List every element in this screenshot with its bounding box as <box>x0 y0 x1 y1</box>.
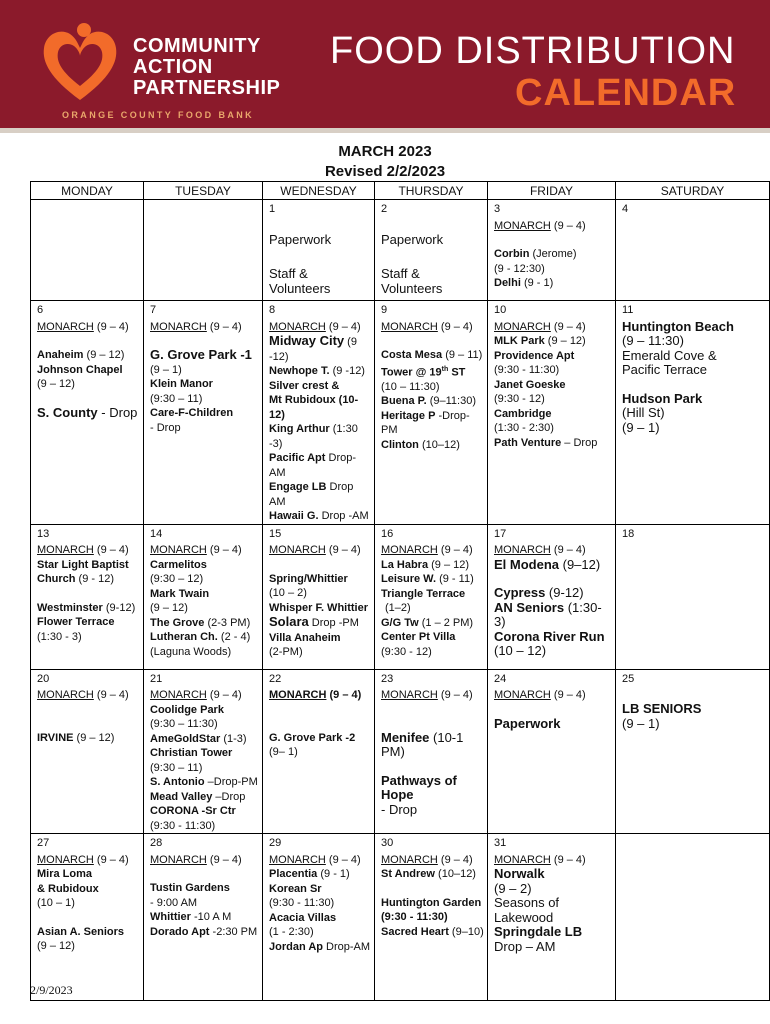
day-number: 23 <box>381 672 394 685</box>
entry: Center Pt Villa <box>381 631 456 643</box>
day-cell <box>488 524 616 669</box>
entry-time: – Drop <box>561 436 598 449</box>
day-header: SATURDAY <box>616 182 770 200</box>
entry: Leisure W. <box>381 573 437 585</box>
entry-time: (9 – 4) <box>93 544 129 556</box>
entry-time: (9-12) <box>102 601 136 614</box>
entry-time: (9:30 – 11:30) <box>150 718 218 730</box>
entry: Church <box>37 573 76 585</box>
entry: S. Antonio <box>150 776 205 788</box>
entry: El Modena <box>494 556 560 572</box>
entry-time: (9 – 4) <box>325 853 361 866</box>
entry: Staff & Volunteers <box>381 266 443 296</box>
day-number: 8 <box>269 304 276 316</box>
entry: Solara <box>269 614 309 629</box>
entry: Cypress <box>494 585 546 600</box>
day-cell <box>375 669 488 834</box>
entry-time: (9 – 4) <box>93 853 129 866</box>
entry: MONARCH <box>269 689 327 701</box>
day-number: 13 <box>37 527 50 540</box>
day-number: 30 <box>381 837 394 849</box>
entry: Staff & Volunteers <box>269 266 331 296</box>
entry-time: (9 – 11:30) <box>622 333 684 348</box>
entry: G/G Tw <box>381 616 419 629</box>
entry: Coolidge Park <box>150 703 224 716</box>
day-cell <box>488 669 616 834</box>
day-number: 10 <box>494 304 507 316</box>
entry: Huntington Garden <box>381 896 482 909</box>
day-number: 14 <box>150 527 163 540</box>
entry: MONARCH <box>269 320 326 333</box>
day-cell <box>263 834 375 1001</box>
entry-time: (9–10) <box>448 925 484 938</box>
day-number: 16 <box>381 527 394 540</box>
footer-date: 2/9/2023 <box>30 983 73 997</box>
entry: Paperwork <box>494 715 561 731</box>
entry-time: –Drop <box>212 790 246 803</box>
day-number: 27 <box>37 837 50 849</box>
entry-time: (10–12) <box>418 438 460 451</box>
entry: Pacific Terrace <box>622 362 708 377</box>
entry: MONARCH <box>150 544 207 556</box>
entry-time: (9– 1) <box>269 746 298 758</box>
day-header: FRIDAY <box>488 182 616 200</box>
entry: Path Venture <box>494 436 562 449</box>
entry-time: (10 – 1) <box>37 897 75 909</box>
entry: Jordan Ap <box>269 940 323 953</box>
day-cell <box>144 524 263 669</box>
entry-time: (9 -12) <box>329 365 365 377</box>
entry: Mt Rubidoux (10-12) <box>269 394 359 421</box>
org-line-2: ACTION <box>133 56 213 78</box>
day-header: TUESDAY <box>144 182 263 200</box>
entry: MONARCH <box>37 689 94 701</box>
entry: Buena P. <box>381 395 427 408</box>
entry: Asian A. Seniors <box>37 925 125 938</box>
entry: Dorado Apt <box>150 925 210 938</box>
entry: Midway City <box>269 333 345 348</box>
entry-time: (9 - 1) <box>317 868 350 880</box>
entry: MONARCH <box>494 544 551 556</box>
week-row <box>31 669 770 834</box>
entry: The Grove <box>150 616 205 629</box>
day-number: 3 <box>494 203 501 215</box>
entry: Westminster <box>37 601 103 614</box>
entry-time: (9 – 12) <box>83 349 125 361</box>
entry: Carmelitos <box>150 558 207 571</box>
superscript: th <box>441 365 449 373</box>
entry-time: (1:30 - 2:30) <box>494 422 554 434</box>
entry: Spring/Whittier <box>269 572 348 585</box>
entry-time: (9 – 4) <box>437 320 473 333</box>
entry-time: (2 - 4) <box>217 631 251 643</box>
entry: Janet Goeske <box>494 378 566 391</box>
day-number: 2 <box>381 203 388 215</box>
entry-time: (9 – 1) <box>150 363 182 376</box>
day-cell <box>31 301 144 525</box>
entry-time: (9 – 4) <box>206 544 242 556</box>
day-cell <box>616 524 770 669</box>
day-number: 29 <box>269 837 282 849</box>
entry: & Rubidoux <box>37 882 99 895</box>
entry: Silver crest & <box>269 379 340 392</box>
entry-time: (1:30 - 3) <box>37 630 82 643</box>
entry-time: (9 - 12:30) <box>494 262 545 275</box>
day-cell <box>263 669 375 834</box>
day-cell <box>263 200 375 301</box>
entry: Cambridge <box>494 407 552 420</box>
entry-time: Drop -PM <box>308 617 359 629</box>
day-header-row <box>31 182 770 200</box>
entry: (Laguna Woods) <box>150 645 232 658</box>
entry: LB SENIORS <box>622 701 702 716</box>
entry: Engage LB <box>269 481 327 493</box>
entry: La Habra <box>381 558 429 571</box>
entry-time: (9 – 4) <box>325 320 361 333</box>
entry: Paperwork <box>269 231 332 247</box>
entry-time: (10 – 12) <box>494 643 547 658</box>
day-header: WEDNESDAY <box>263 182 375 200</box>
entry: MONARCH <box>381 853 438 866</box>
entry: AmeGoldStar <box>150 732 221 745</box>
entry: Anaheim <box>37 349 84 361</box>
entry: MONARCH <box>37 320 94 333</box>
entry-time: (9:30 - 11:30) <box>269 897 335 909</box>
entry: Mark Twain <box>150 587 210 600</box>
day-cell <box>31 669 144 834</box>
org-line-1: COMMUNITY <box>133 35 261 57</box>
entry-time: (10-1 PM) <box>381 729 464 759</box>
day-cell <box>616 669 770 834</box>
calendar-table <box>30 181 770 1001</box>
entry: Corona River Run <box>494 628 605 644</box>
entry-time: - Drop <box>97 404 138 420</box>
entry: Klein Manor <box>150 378 213 390</box>
day-number: 9 <box>381 304 388 316</box>
entry: MONARCH <box>381 544 438 556</box>
day-cell <box>488 834 616 1001</box>
entry-time: (9 – 4) <box>550 219 586 232</box>
entry-time: -2:30 PM <box>209 925 258 938</box>
entry-time: (1–2) <box>385 602 411 614</box>
entry-time: (9:30 - 12) <box>381 645 432 658</box>
entry-time: (10–12) <box>435 868 476 880</box>
entry: Norwalk <box>494 866 545 881</box>
week-row <box>31 834 770 1001</box>
entry: Paperwork <box>381 231 444 247</box>
entry: Seasons of Lakewood <box>494 895 560 925</box>
day-cell <box>375 524 488 669</box>
entry: Clinton <box>381 438 419 451</box>
entry-time: (9 – 4) <box>550 544 586 556</box>
entry: Placentia <box>269 868 318 880</box>
day-cell <box>375 301 488 525</box>
entry: Newhope T. <box>269 365 330 377</box>
week-row <box>31 524 770 669</box>
entry-time: (9 – 4) <box>326 689 362 701</box>
entry-time: (10 – 2) <box>269 587 307 599</box>
entry: St Andrew <box>381 868 435 880</box>
entry: Pacific Apt <box>269 452 326 464</box>
entry-time: (9 – 11) <box>442 349 483 361</box>
day-cell <box>488 301 616 525</box>
month-heading <box>0 142 770 182</box>
entry: Sacred Heart <box>381 925 449 938</box>
entry-time: (9:30 – 12) <box>150 573 204 585</box>
banner-stripe <box>0 128 770 133</box>
entry-time: (1:30-3) <box>494 599 602 629</box>
entry: MONARCH <box>150 853 207 866</box>
entry-time: (9 – 2) <box>494 880 532 896</box>
day-number: 1 <box>269 203 276 215</box>
entry-time: (9 – 1) <box>622 419 660 435</box>
entry-time: (9 – 12) <box>544 335 586 347</box>
entry: MONARCH <box>381 320 438 333</box>
revised-date: Revised 2/2/2023 <box>324 163 446 180</box>
day-cell <box>31 200 144 301</box>
title-food-distribution: FOOD DISTRIBUTION <box>330 30 736 72</box>
entry-time: (9 – 12) <box>150 602 188 614</box>
day-cell <box>488 200 616 301</box>
entry-time: (9:30 - 11:30) <box>381 911 448 923</box>
entry: Hawaii G. <box>269 510 319 522</box>
entry: Hudson Park <box>622 390 703 406</box>
entry-time: Drop – AM <box>494 938 556 954</box>
day-cell <box>144 301 263 525</box>
day-number: 22 <box>269 672 282 685</box>
entry: (Hill St) <box>622 405 665 420</box>
day-cell <box>31 524 144 669</box>
day-cell <box>263 524 375 669</box>
entry: MONARCH <box>494 320 551 333</box>
entry: Heritage P <box>381 409 436 422</box>
day-cell <box>144 834 263 1001</box>
day-number: 24 <box>494 672 507 685</box>
day-number: 21 <box>150 672 163 685</box>
entry: G. Grove Park -2 <box>269 731 356 744</box>
entry-time: (9 - 11) <box>436 573 474 585</box>
entry: Triangle Terrace <box>381 587 466 600</box>
entry-time: (9–12) <box>559 556 601 572</box>
entry: Flower Terrace <box>37 616 115 628</box>
entry: Star Light Baptist <box>37 558 129 571</box>
day-number: 17 <box>494 527 507 540</box>
entry: Mira Loma <box>37 868 93 880</box>
entry-time: (9 – 4) <box>206 853 242 866</box>
entry: MONARCH <box>494 853 551 866</box>
entry: MONARCH <box>494 689 551 701</box>
entry: CORONA -Sr Ctr <box>150 805 236 817</box>
entry-time: (9:30 – 11) <box>150 761 203 774</box>
heart-logo-icon <box>40 22 120 104</box>
header-banner <box>0 0 770 133</box>
entry: G. Grove Park -1 <box>150 347 252 362</box>
entry-time: (Jerome) <box>529 248 577 260</box>
entry: Christian Tower <box>150 747 233 759</box>
entry-time: Drop AM <box>269 481 354 508</box>
entry-time: (9 – 12) <box>37 378 75 390</box>
entry-time: (9 – 4) <box>93 320 129 333</box>
entry-time: (9 – 4) <box>437 853 473 866</box>
day-cell <box>144 669 263 834</box>
org-subtitle: ORANGE COUNTY FOOD BANK <box>62 110 255 120</box>
entry-time: (10 – 11:30) <box>381 380 440 393</box>
entry-time: (2-3 PM) <box>204 616 251 629</box>
entry: Menifee <box>381 729 430 745</box>
entry: Pathways of Hope <box>381 772 457 802</box>
entry-time: (9:30 - 12) <box>494 393 545 405</box>
entry: King Arthur <box>269 423 330 435</box>
day-number: 7 <box>150 304 157 316</box>
day-number: 15 <box>269 527 282 540</box>
entry: ST <box>448 366 466 379</box>
week-row <box>31 301 770 525</box>
entry: Huntington Beach <box>622 318 734 334</box>
day-header: THURSDAY <box>375 182 488 200</box>
day-cell <box>616 200 770 301</box>
entry: MONARCH <box>269 544 326 556</box>
entry-time: (1 – 2 PM) <box>418 616 474 629</box>
entry: Care-F-Children <box>150 407 234 419</box>
entry-time: (1:30 -3) <box>269 423 358 450</box>
entry-time: (9 – 4) <box>206 320 242 333</box>
day-number: 31 <box>494 837 507 849</box>
entry: Tustin Gardens <box>150 882 230 894</box>
entry-time: (2-PM) <box>269 646 303 658</box>
entry: Tower @ 19 <box>381 366 442 379</box>
entry-time: -Drop-PM <box>381 409 470 437</box>
entry-time: (9 – 4) <box>93 689 129 701</box>
day-cell <box>375 834 488 1001</box>
entry-time: (9 – 4) <box>206 689 242 701</box>
entry: Whittier <box>150 911 191 923</box>
entry-time: Drop-AM <box>269 452 357 479</box>
entry-time: (9 – 1) <box>622 715 660 731</box>
entry-time: (9 – 12) <box>37 940 75 952</box>
entry-time: (9-12) <box>545 585 584 600</box>
entry: Emerald Cove & <box>622 347 717 363</box>
entry-time: - 9:00 AM <box>150 896 198 909</box>
org-name <box>133 36 280 99</box>
entry: IRVINE <box>37 731 74 744</box>
day-cell <box>144 200 263 301</box>
entry: Delhi <box>494 277 521 289</box>
day-number: 4 <box>622 203 629 215</box>
day-cell <box>375 200 488 301</box>
entry: Costa Mesa <box>381 349 443 361</box>
day-cell <box>616 301 770 525</box>
day-number: 25 <box>622 672 635 685</box>
entry-time: (9 – 4) <box>550 320 586 333</box>
day-cell <box>31 834 144 1001</box>
entry: AN Seniors <box>494 599 565 615</box>
entry: Whisper F. Whittier <box>269 601 368 614</box>
day-number: 28 <box>150 837 163 849</box>
day-cell <box>616 834 770 1001</box>
entry-time: (1-3) <box>220 732 247 745</box>
entry: MONARCH <box>381 689 438 701</box>
entry: Villa Anaheim <box>269 631 341 644</box>
entry-time: - Drop <box>381 801 418 817</box>
entry-time: (9:30 - 11:30) <box>494 364 560 376</box>
entry-time: (9:30 - 11:30) <box>150 819 216 832</box>
entry-time: (9 – 4) <box>550 689 586 701</box>
entry: MONARCH <box>494 219 551 232</box>
entry-time: Drop-AM <box>323 940 371 953</box>
entry: MONARCH <box>150 320 207 333</box>
entry: Providence Apt <box>494 349 575 362</box>
day-number: 11 <box>622 304 634 316</box>
entry-time: (9 – 4) <box>325 544 361 556</box>
entry: MONARCH <box>269 853 326 866</box>
week-row <box>31 200 770 301</box>
entry: MONARCH <box>37 544 94 556</box>
entry: MONARCH <box>150 689 207 701</box>
entry-time: (9 – 12) <box>73 731 115 744</box>
entry-time: –Drop-PM <box>204 776 258 788</box>
entry-time: (9 - 12) <box>75 573 115 585</box>
entry: Lutheran Ch. <box>150 631 218 643</box>
entry-time: (9:30 – 11) <box>150 392 203 405</box>
entry: S. County <box>37 404 98 420</box>
entry: Johnson Chapel <box>37 363 123 376</box>
entry-time: (1 - 2:30) <box>269 926 314 938</box>
month-title: MARCH 2023 <box>338 143 432 160</box>
entry-time: -10 A M <box>190 911 232 923</box>
day-number: 6 <box>37 304 44 316</box>
org-line-3: PARTNERSHIP <box>133 77 281 99</box>
entry-time: - Drop <box>150 421 181 434</box>
entry-time: (9 – 4) <box>550 853 586 866</box>
entry-time: (9 -12) <box>269 336 357 363</box>
entry: Acacia Villas <box>269 911 337 924</box>
day-header: MONDAY <box>31 182 144 200</box>
entry: Korean Sr <box>269 882 322 895</box>
entry-time: (9 – 12) <box>428 558 470 571</box>
entry: Corbin <box>494 248 530 260</box>
day-number: 18 <box>622 527 635 540</box>
entry: Springdale LB <box>494 924 583 939</box>
entry-time: (9 – 4) <box>437 689 473 701</box>
entry-time: (9 – 4) <box>437 544 473 556</box>
entry: Mead Valley <box>150 790 213 803</box>
entry-time: Drop -AM <box>318 510 369 522</box>
entry: MONARCH <box>37 853 94 866</box>
title-calendar: CALENDAR <box>515 72 737 114</box>
entry-time: (9 - 1) <box>520 277 554 289</box>
day-cell <box>263 301 375 525</box>
day-number: 20 <box>37 672 50 685</box>
entry: MLK Park <box>494 335 545 347</box>
entry-time: (9–11:30) <box>426 395 476 408</box>
